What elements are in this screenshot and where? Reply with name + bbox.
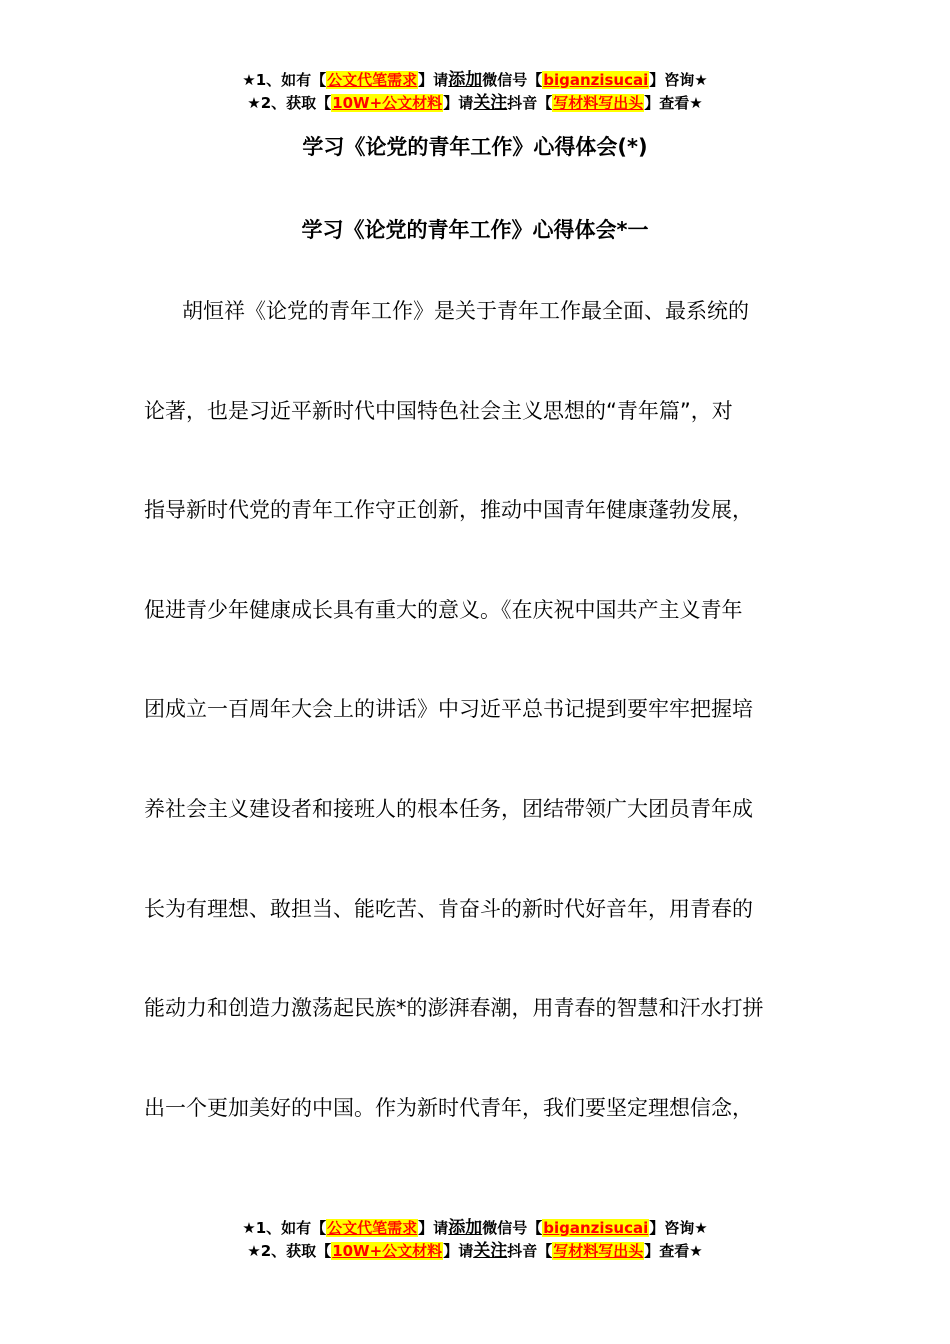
banner-text: ★2、获取【 <box>247 94 332 112</box>
body-line: 能动力和创造力激荡起民族*的澎湃春潮，用青春的智慧和汗水打拼 <box>144 996 764 1021</box>
document-body <box>144 296 806 1192</box>
banner-highlight-service: 公文代笔需求 <box>327 71 418 89</box>
banner-emphasis: 添加 <box>448 70 483 90</box>
banner-highlight-douyin-account: 写材料写出头 <box>553 1242 644 1260</box>
banner-text: 抖音【 <box>507 94 553 112</box>
body-line: 团成立一百周年大会上的讲话》中习近平总书记提到要牢牢把握培 <box>144 697 753 722</box>
banner-emphasis: 关注 <box>473 1241 508 1261</box>
banner-text: 】查看★ <box>644 94 703 112</box>
banner-text: ★2、获取【 <box>247 1242 332 1260</box>
banner-emphasis: 关注 <box>473 93 508 113</box>
body-line: 胡恒祥《论党的青年工作》是关于青年工作最全面、最系统的 <box>182 299 749 323</box>
document-subtitle: 学习《论党的青年工作》心得体会*一 <box>301 218 649 242</box>
banner-line-2 <box>0 1240 950 1263</box>
banner-text: 抖音【 <box>507 1242 553 1260</box>
banner-line-1 <box>0 69 950 92</box>
body-line: 指导新时代党的青年工作守正创新，推动中国青年健康蓬勃发展， <box>144 498 753 523</box>
body-line: 出一个更加美好的中国。作为新时代青年，我们要坚定理想信念， <box>144 1095 753 1120</box>
banner-emphasis: 添加 <box>448 1218 483 1238</box>
body-line: 论著，也是习近平新时代中国特色社会主义思想的“青年篇”，对 <box>144 398 733 423</box>
top-banner <box>0 69 950 115</box>
body-line: 养社会主义建设者和接班人的根本任务，团结带领广大团员青年成 <box>144 796 753 821</box>
banner-text: 】请 <box>443 94 474 112</box>
banner-text: 微信号【 <box>482 1219 543 1237</box>
banner-text: 】咨询★ <box>649 71 708 89</box>
banner-text: ★1、如有【 <box>242 1219 327 1237</box>
banner-text: 】请 <box>418 71 449 89</box>
banner-line-1 <box>0 1217 950 1240</box>
banner-text: 】请 <box>443 1242 474 1260</box>
banner-text: 】查看★ <box>644 1242 703 1260</box>
bottom-banner <box>0 1217 950 1263</box>
banner-text: 微信号【 <box>482 71 543 89</box>
banner-highlight-douyin-account: 写材料写出头 <box>553 94 644 112</box>
banner-text: 】请 <box>418 1219 449 1237</box>
banner-highlight-wechat-id: biganzisucai <box>543 71 649 89</box>
body-line: 促进青少年健康成长具有重大的意义。《在庆祝中国共产主义青年 <box>144 597 743 622</box>
banner-highlight-materials: 10W+公文材料 <box>332 94 443 112</box>
document-title: 学习《论党的青年工作》心得体会(*) <box>302 135 648 159</box>
banner-highlight-materials: 10W+公文材料 <box>332 1242 443 1260</box>
banner-highlight-wechat-id: biganzisucai <box>543 1219 649 1237</box>
banner-text: 】咨询★ <box>649 1219 708 1237</box>
banner-text: ★1、如有【 <box>242 71 327 89</box>
banner-highlight-service: 公文代笔需求 <box>327 1219 418 1237</box>
body-line: 长为有理想、敢担当、能吃苦、肯奋斗的新时代好音年，用青春的 <box>144 896 753 921</box>
banner-line-2 <box>0 92 950 115</box>
